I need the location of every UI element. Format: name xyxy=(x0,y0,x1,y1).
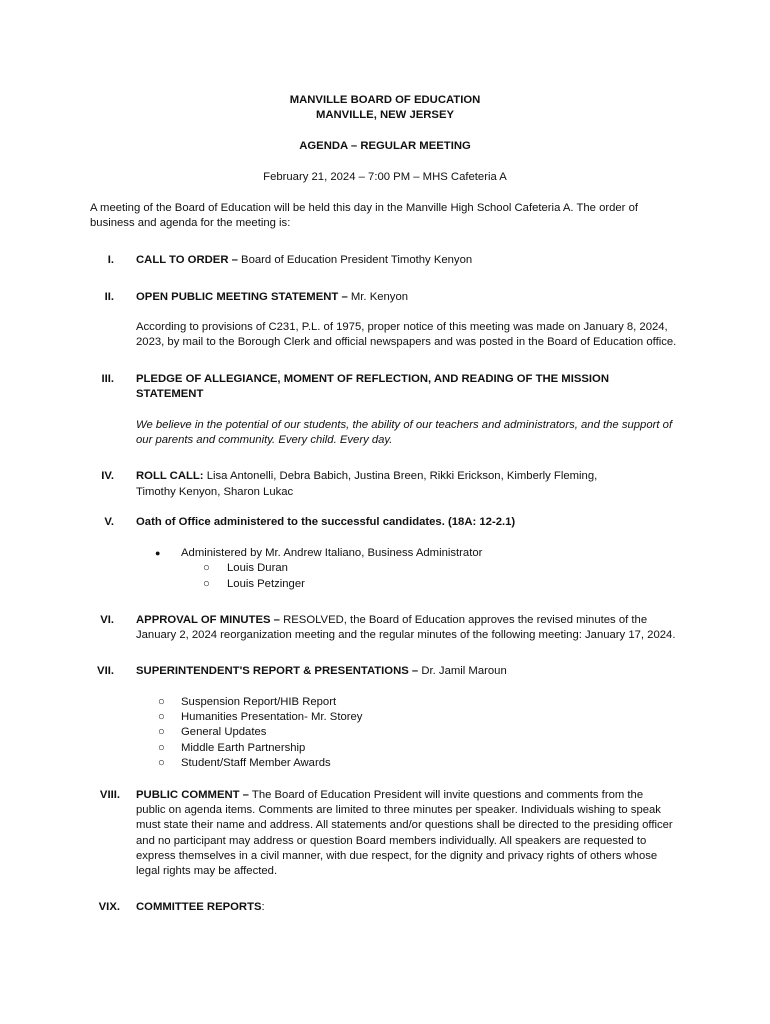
intro-line-1: A meeting of the Board of Education will be held this day in the Manville High School Cafeteria A. The order of xyxy=(90,202,639,214)
item-superintendent-report xyxy=(136,664,686,679)
item-number-i: I. xyxy=(107,254,114,266)
item-title: OPEN PUBLIC MEETING STATEMENT – xyxy=(136,291,348,303)
circle-bullet-icon: ○ xyxy=(158,742,165,754)
list-item: Middle Earth Partnership xyxy=(181,742,306,754)
oath-administered-by: Administered by Mr. Andrew Italiano, Business Administrator xyxy=(181,547,483,559)
agenda-title: AGENDA – REGULAR MEETING xyxy=(299,140,471,152)
mission-line-1: We believe in the potential of our students, the ability of our teachers and administrators, and the support of xyxy=(136,419,673,431)
circle-bullet-icon: ○ xyxy=(158,757,165,769)
item-number-iv: IV. xyxy=(101,470,114,482)
item-title: SUPERINTENDENT'S REPORT & PRESENTATIONS – xyxy=(136,665,419,677)
roll-call-line-2: Timothy Kenyon, Sharon Lukac xyxy=(136,486,294,498)
notice-line-2: 2023, by mail to the Borough Clerk and official newspapers and was posted in the Board of Education office. xyxy=(136,336,677,348)
circle-bullet-icon: ○ xyxy=(203,562,210,574)
item-number-vii: VII. xyxy=(97,665,114,677)
item-public-comment xyxy=(136,788,686,803)
item-roll-call xyxy=(136,469,686,484)
public-comment-line: express themselves in a civil manner, with due respect, for the dignity and privacy rights of others whose xyxy=(136,850,658,862)
org-name: MANVILLE BOARD OF EDUCATION xyxy=(289,94,481,106)
item-title: CALL TO ORDER – xyxy=(136,254,238,266)
item-committee-reports xyxy=(136,900,686,915)
list-item: Student/Staff Member Awards xyxy=(181,757,331,769)
circle-bullet-icon: ○ xyxy=(158,726,165,738)
item-call-to-order xyxy=(136,253,686,268)
public-comment-line: public on agenda items. Comments are limited to three minutes per speaker. Individuals wishing to speak xyxy=(136,804,661,816)
org-location: MANVILLE, NEW JERSEY xyxy=(315,109,455,121)
circle-bullet-icon: ○ xyxy=(158,711,165,723)
list-item: Suspension Report/HIB Report xyxy=(181,696,337,708)
public-comment-line: and no participant may address or question Board members individually. All speakers are requested to xyxy=(136,835,647,847)
item-open-public-meeting xyxy=(136,290,686,305)
item-text: Board of Education President Timothy Kenyon xyxy=(237,254,473,266)
item-title: ROLL CALL: xyxy=(136,470,204,482)
item-text: Dr. Jamil Maroun xyxy=(418,665,507,677)
item-text: Lisa Antonelli, Debra Babich, Justina Breen, Rikki Erickson, Kimberly Fleming, xyxy=(203,470,598,482)
list-item: Humanities Presentation- Mr. Storey xyxy=(181,711,363,723)
item-title: APPROVAL OF MINUTES – xyxy=(136,614,280,626)
item-text: The Board of Education President will invite questions and comments from the xyxy=(248,789,644,801)
item-title: COMMITTEE REPORTS xyxy=(136,901,262,913)
intro-line-2: business and agenda for the meeting is: xyxy=(90,217,291,229)
list-item: Louis Petzinger xyxy=(227,578,305,590)
public-comment-line: legal rights may be affected. xyxy=(136,865,278,877)
pledge-title-line-2: STATEMENT xyxy=(136,388,204,400)
item-number-viii: VIII. xyxy=(99,789,120,801)
item-number-v: V. xyxy=(104,516,114,528)
circle-bullet-icon: ○ xyxy=(203,578,210,590)
item-text: Mr. Kenyon xyxy=(347,291,409,303)
item-number-vix: VIX. xyxy=(98,901,120,913)
circle-bullet-icon: ○ xyxy=(158,696,165,708)
item-number-iii: III. xyxy=(101,373,114,385)
item-title: PUBLIC COMMENT – xyxy=(136,789,249,801)
list-item: Louis Duran xyxy=(227,562,288,574)
item-number-ii: II. xyxy=(104,291,114,303)
list-item: General Updates xyxy=(181,726,267,738)
item-approval-of-minutes xyxy=(136,613,686,628)
bullet-icon: ● xyxy=(155,548,161,558)
item-number-vi: VI. xyxy=(100,614,114,626)
item-text: RESOLVED, the Board of Education approves the revised minutes of the xyxy=(279,614,648,626)
pledge-title-line-1: PLEDGE OF ALLEGIANCE, MOMENT OF REFLECTION, AND READING OF THE MISSION xyxy=(136,373,610,385)
minutes-line-2: January 2, 2024 reorganization meeting and the regular minutes of the following meeting: January 17, 2024. xyxy=(136,629,676,641)
meeting-date-line: February 21, 2024 – 7:00 PM – MHS Cafeteria A xyxy=(263,171,507,183)
item-text: : xyxy=(261,901,265,913)
oath-title: Oath of Office administered to the successful candidates. (18A: 12-2.1) xyxy=(136,516,516,528)
public-comment-line: must state their name and address. All statements and/or questions shall be directed to the presiding officer xyxy=(136,819,673,831)
notice-line-1: According to provisions of C231, P.L. of 1975, proper notice of this meeting was made on January 8, 2024, xyxy=(136,321,668,333)
mission-line-2: our parents and community. Every child. Every day. xyxy=(136,434,393,446)
